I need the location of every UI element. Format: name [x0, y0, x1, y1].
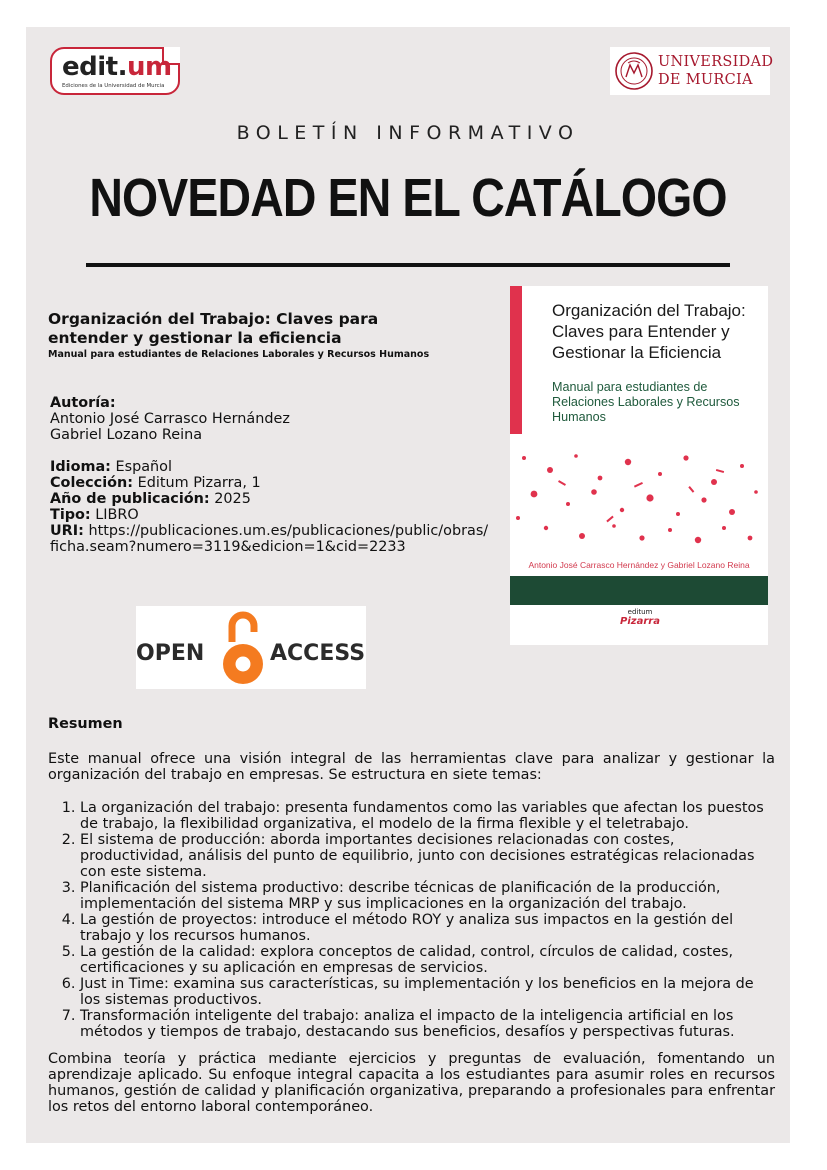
- book-cover: [510, 286, 768, 645]
- editum-logo: [50, 47, 180, 95]
- author-name: Gabriel Lozano Reina: [50, 427, 203, 443]
- headline: NOVEDAD EN EL CATÁLOGO: [89, 168, 727, 228]
- kicker: BOLETÍN INFORMATIVO: [236, 122, 580, 144]
- open-access-right: ACCESS: [270, 641, 366, 666]
- cover-green-bar: [510, 576, 768, 605]
- open-lock-icon: [220, 608, 266, 688]
- list-item: 7. Transformación inteligente del trabajo: analiza el impacto de la inteligencia artificial en los métodos y tiempos de trabajo, destacando sus beneficios, desafíos y perspectivas futuras.: [80, 1008, 778, 1040]
- um-logo-line1: UNIVERSIDAD: [658, 54, 774, 70]
- cover-splatter-graphic: [510, 448, 768, 548]
- anio-row: Año de publicación: 2025: [50, 491, 251, 507]
- book-title: Organización del Trabajo: Claves para entender y gestionar la eficiencia: [48, 310, 379, 347]
- editum-logo-tagline: Ediciones de la Universidad de Murcia: [62, 83, 165, 89]
- cover-title: Organización del Trabajo: Claves para Entender y Gestionar la Eficiencia: [552, 301, 746, 362]
- editum-logo-word: edit.um: [62, 52, 172, 82]
- uri-row[interactable]: URI: https://publicaciones.um.es/publicaciones/public/obras/ficha.seam?numero=3119&edicion=1&cid=2233: [50, 523, 489, 555]
- author-name: Antonio José Carrasco Hernández: [50, 411, 290, 427]
- cover-red-band: [510, 286, 522, 434]
- list-item: 5. La gestión de la calidad: explora conceptos de calidad, control, círculos de calidad, costes, certificaciones y su aplicación en empresas de servicios.: [80, 944, 778, 976]
- list-item: 1. La organización del trabajo: presenta fundamentos como las variables que afectan los puestos de trabajo, la flexibilidad organizativa, el modelo de la firma flexible y el teletrabajo.: [80, 800, 778, 832]
- open-access-left: OPEN: [136, 641, 205, 666]
- university-seal-icon: [614, 51, 654, 91]
- cover-publisher-logo: editum Pizarra: [620, 608, 660, 627]
- list-item: 3. Planificación del sistema productivo: describe técnicas de planificación de la producción, implementación del sistema MRP y sus implicaciones en la organización del trabajo.: [80, 880, 778, 912]
- coleccion-row: Colección: Editum Pizarra, 1: [50, 475, 261, 491]
- resumen-closing: Combina teoría y práctica mediante ejercicios y preguntas de evaluación, fomentando un aprendizaje aplicado. Su enfoque integral capacita a los estudiantes para asumir roles en recursos humanos, gestión de calidad y planificación organizativa, preparando a profesionales para enfrentar los retos del entorno laboral contemporáneo.: [48, 1051, 775, 1115]
- newsletter-sheet: [26, 27, 790, 1143]
- list-item: 4. La gestión de proyectos: introduce el método ROY y analiza sus impactos en la gestión del trabajo y los recursos humanos.: [80, 912, 778, 944]
- cover-authors: Antonio José Carrasco Hernández y Gabriel Lozano Reina: [528, 560, 750, 570]
- resumen-intro: Este manual ofrece una visión integral de las herramientas clave para analizar y gestionar la organización del trabajo en empresas. Se estructura en siete temas:: [48, 751, 775, 783]
- universidad-murcia-logo: [610, 47, 774, 95]
- list-item: 2. El sistema de producción: aborda importantes decisiones relacionadas con costes, productividad, análisis del punto de equilibrio, junto con decisiones estratégicas relacionadas con este sistema.: [80, 832, 778, 880]
- tipo-row: Tipo: LIBRO: [50, 507, 139, 523]
- autoria-label: Autoría:: [50, 395, 116, 411]
- list-item: 6. Just in Time: examina sus características, su implementación y los beneficios en la mejora de los sistemas productivos.: [80, 976, 778, 1008]
- open-access-badge: [136, 606, 366, 689]
- uri-link[interactable]: https://publicaciones.um.es/publicaciones/public/obras/ficha.seam?numero=3119&edicion=1&cid=2233: [50, 523, 489, 555]
- book-metadata: [50, 395, 490, 555]
- idioma-row: Idioma: Español: [50, 459, 172, 475]
- resumen-heading: Resumen: [48, 716, 123, 732]
- divider: [86, 263, 730, 267]
- topics-list: [48, 800, 778, 1040]
- cover-subtitle: Manual para estudiantes de Relaciones Laborales y Recursos Humanos: [552, 380, 740, 424]
- book-subtitle: Manual para estudiantes de Relaciones Laborales y Recursos Humanos: [48, 349, 430, 360]
- um-logo-line2: DE MURCIA: [658, 72, 753, 88]
